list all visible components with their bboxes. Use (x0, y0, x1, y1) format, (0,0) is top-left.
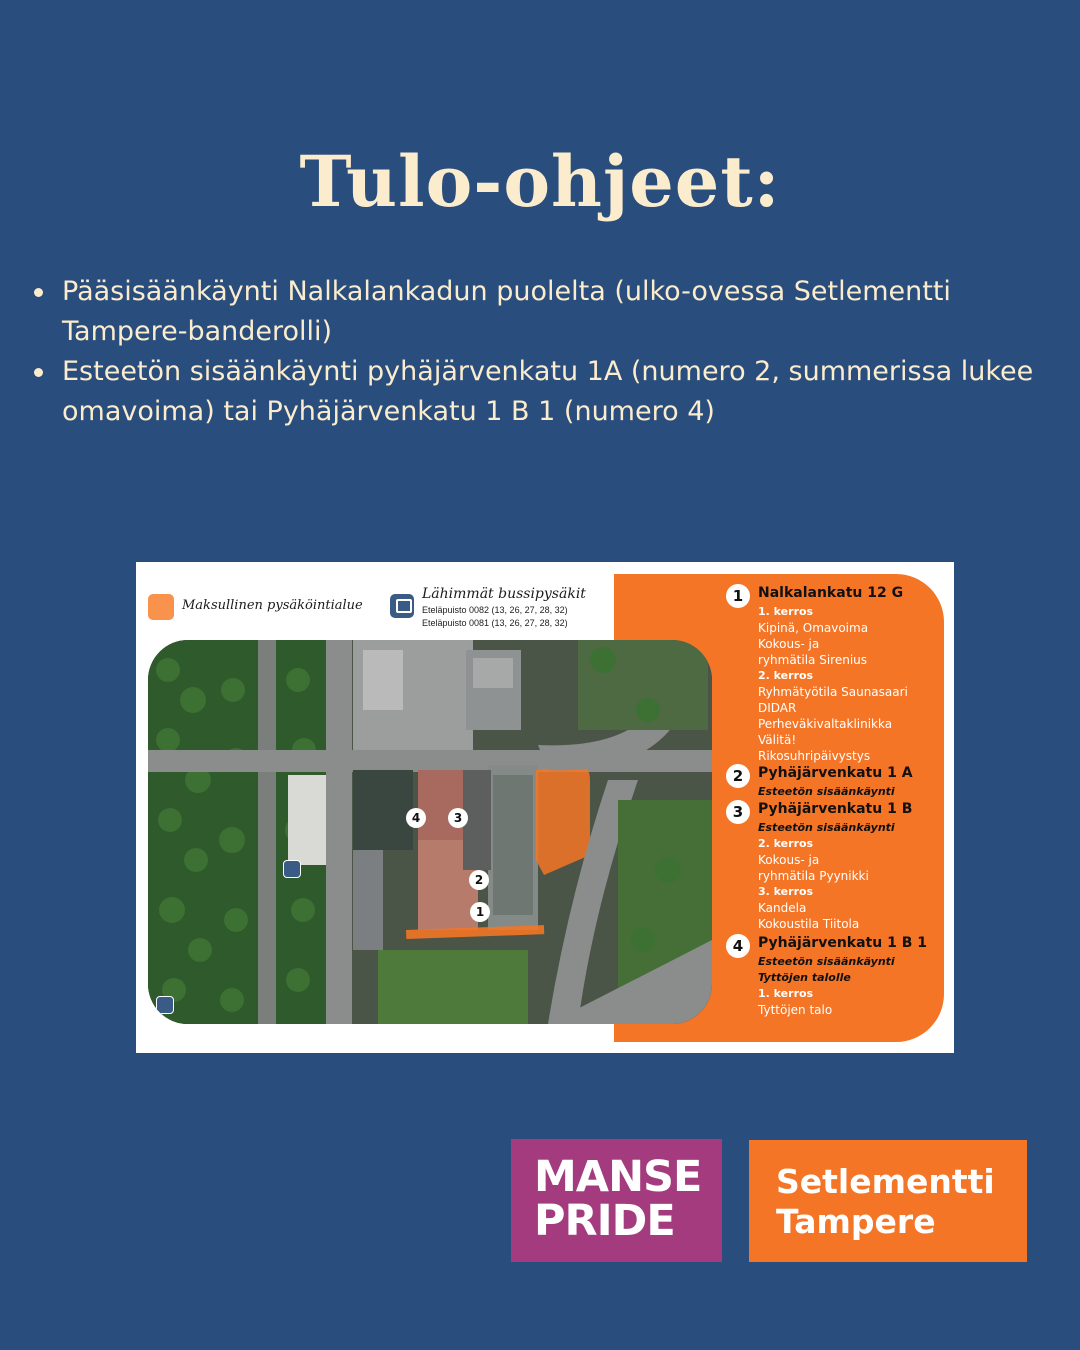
bus-stop-icon (156, 996, 174, 1014)
map-marker-1: 1 (470, 902, 490, 922)
entrance-number-badge: 3 (726, 800, 750, 824)
bus-legend-title: Lähimmät bussipysäkit (422, 586, 586, 602)
parking-swatch-icon (148, 594, 174, 620)
location-map (136, 562, 954, 1053)
instruction-item: Pääsisäänkäynti Nalkalankadun puolelta (ulko-ovessa Setlementti Tampere-banderolli) (28, 272, 1058, 352)
entrance-number-badge: 1 (726, 584, 750, 608)
bus-icon (390, 594, 414, 618)
instructions-list (28, 272, 1058, 432)
entrance-number-badge: 4 (726, 934, 750, 958)
entrance-detail: Esteetön sisäänkäynti (758, 785, 895, 798)
setlementti-tampere-logo (749, 1140, 1027, 1262)
entrance-detail: Esteetön sisäänkäynti (758, 821, 895, 834)
map-marker-2: 2 (469, 870, 489, 890)
entrance-detail: 1. kerros (758, 987, 814, 1000)
entrance-title: Pyhäjärvenkatu 1 B (758, 801, 913, 817)
entrance-detail: Esteetön sisäänkäynti (758, 955, 895, 968)
entrance-detail: 1. kerros (758, 605, 814, 618)
entrance-detail: Välitä! (758, 733, 797, 747)
entrance-detail: ryhmätila Sirenius (758, 653, 868, 667)
entrance-number-badge: 2 (726, 764, 750, 788)
entrance-title: Pyhäjärvenkatu 1 A (758, 765, 913, 781)
entrance-detail: 3. kerros (758, 885, 814, 898)
aerial-photo (148, 640, 712, 1024)
entrance-detail: DIDAR (758, 701, 797, 715)
setlementti-logo-line: Setlementti (776, 1162, 995, 1201)
entrance-title: Nalkalankatu 12 G (758, 585, 904, 601)
manse-logo-line: MANSE (534, 1152, 702, 1202)
bus-stop-line: Eteläpuisto 0082 (13, 26, 27, 28, 32) (422, 605, 568, 615)
aerial-image (148, 640, 712, 1024)
entrance-detail: ryhmätila Pyynikki (758, 869, 869, 883)
bus-stop-icon (283, 860, 301, 878)
manse-logo-line: PRIDE (534, 1196, 675, 1246)
map-marker-4: 4 (406, 808, 426, 828)
setlementti-logo-line: Tampere (776, 1202, 936, 1241)
parking-legend-label: Maksullinen pysäköintialue (182, 598, 363, 613)
map-marker-3: 3 (448, 808, 468, 828)
entrance-title: Pyhäjärvenkatu 1 B 1 (758, 935, 927, 951)
entrance-detail: Tyttöjen talo (758, 1003, 833, 1017)
instruction-item: Esteetön sisäänkäynti pyhäjärvenkatu 1A (numero 2, summerissa lukee omavoima) tai Pyhäjärvenkatu 1 B 1 (numero 4) (28, 352, 1058, 432)
entrance-detail: Kandela (758, 901, 807, 915)
entrance-detail: Rikosuhripäivystys (758, 749, 871, 763)
manse-pride-logo (511, 1139, 722, 1262)
page-title: Tulo-ohjeet: (299, 140, 781, 223)
entrance-detail: Kokous- ja (758, 637, 820, 651)
entrance-detail: Perheväkivaltaklinikka (758, 717, 893, 731)
entrance-detail: Kipinä, Omavoima (758, 621, 869, 635)
bus-stop-line: Eteläpuisto 0081 (13, 26, 27, 28, 32) (422, 618, 568, 628)
entrance-detail: 2. kerros (758, 669, 814, 682)
entrance-detail: Kokoustila Tiitola (758, 917, 860, 931)
entrance-detail: Ryhmätyötila Saunasaari (758, 685, 908, 699)
entrance-detail: 2. kerros (758, 837, 814, 850)
entrance-detail: Tyttöjen talolle (758, 971, 851, 984)
entrance-detail: Kokous- ja (758, 853, 820, 867)
